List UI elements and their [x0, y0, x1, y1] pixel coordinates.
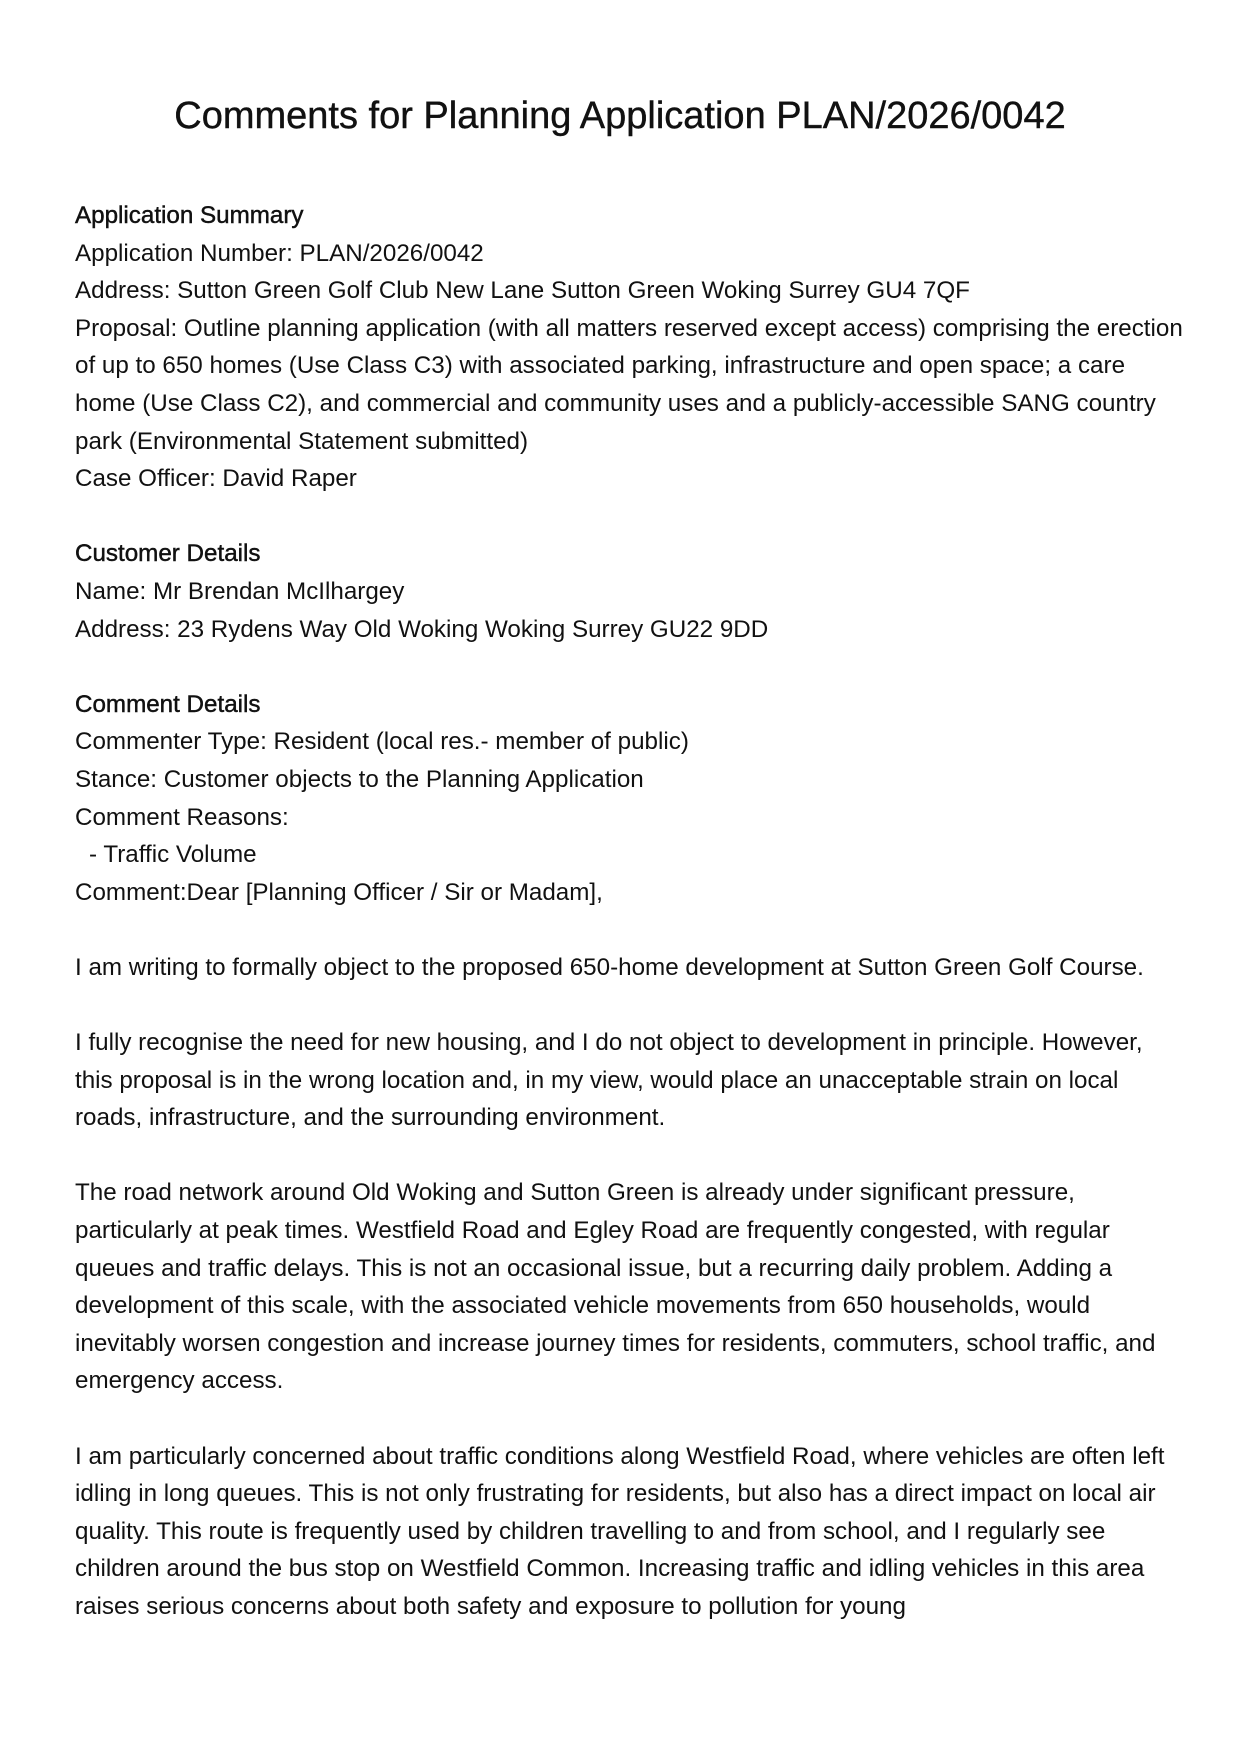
- spacer: [75, 648, 1185, 686]
- comment-paragraph-2: I fully recognise the need for new housing, and I do not object to development in principle. However, this proposal is in the wrong location and, in my view, would place an unacceptable strain on local roads, infrastructure, and the surrounding environment.: [75, 1029, 1143, 1132]
- comment-paragraph-3: The road network around Old Woking and Sutton Green is already under significant pressure, particularly at peak times. Westfield Road and Egley Road are frequently congested, with regular queues and traffic delays. This is not an occasional issue, but a recurring daily problem. Adding a development of this scale, with the associated vehicle movements from 650 households, would inevitably worsen congestion and increase journey times for residents, commuters, school traffic, and emergency access.: [75, 1179, 1156, 1395]
- document-body: [75, 197, 1185, 1626]
- comment-reason-item: - Traffic Volume: [89, 841, 257, 869]
- case-officer: Case Officer: David Raper: [75, 465, 357, 493]
- customer-address: Address: 23 Rydens Way Old Woking Woking Surrey GU22 9DD: [75, 615, 769, 643]
- commenter-type: Commenter Type: Resident (local res.- member of public): [75, 728, 689, 756]
- application-address: Address: Sutton Green Golf Club New Lane Sutton Green Woking Surrey GU4 7QF: [75, 277, 970, 305]
- comment-stance: Stance: Customer objects to the Planning Application: [75, 765, 644, 793]
- comment-paragraph-1: I am writing to formally object to the proposed 650-home development at Sutton Green Golf Course.: [75, 953, 1144, 981]
- spacer: [75, 986, 1185, 1024]
- comment-details-section: [75, 686, 1185, 1626]
- comment-details-heading: Comment Details: [75, 690, 261, 718]
- customer-name: Name: Mr Brendan McIlhargey: [75, 577, 405, 605]
- comment-opening: Comment:Dear [Planning Officer / Sir or Madam],: [75, 878, 603, 906]
- comment-reasons-label: Comment Reasons:: [75, 803, 289, 831]
- spacer: [75, 911, 1185, 949]
- page-title: Comments for Planning Application PLAN/2026/0042: [174, 95, 1066, 137]
- application-summary-heading: Application Summary: [75, 202, 304, 229]
- application-number: Application Number: PLAN/2026/0042: [75, 239, 484, 267]
- customer-details-section: [75, 535, 1185, 648]
- spacer: [75, 1400, 1185, 1438]
- spacer: [75, 498, 1185, 536]
- spacer: [75, 1137, 1185, 1175]
- application-proposal: Proposal: Outline planning application (with all matters reserved except access) comprising the erection of up to 650 homes (Use Class C3) with associated parking, infrastructure and open space; a care home (Use Class C2), and commercial and community uses and a publicly-accessible SANG country park (Environmental Statement submitted): [75, 314, 1183, 455]
- comment-paragraph-4: I am particularly concerned about traffic conditions along Westfield Road, where vehicles are often left idling in long queues. This is not only frustrating for residents, but also has a direct impact on local air quality. This route is frequently used by children travelling to and from school, and I regularly see children around the bus stop on Westfield Common. Increasing traffic and idling vehicles in this area raises serious concerns about both safety and exposure to pollution for young: [75, 1442, 1165, 1620]
- application-summary-section: [75, 197, 1185, 498]
- customer-details-heading: Customer Details: [75, 540, 261, 568]
